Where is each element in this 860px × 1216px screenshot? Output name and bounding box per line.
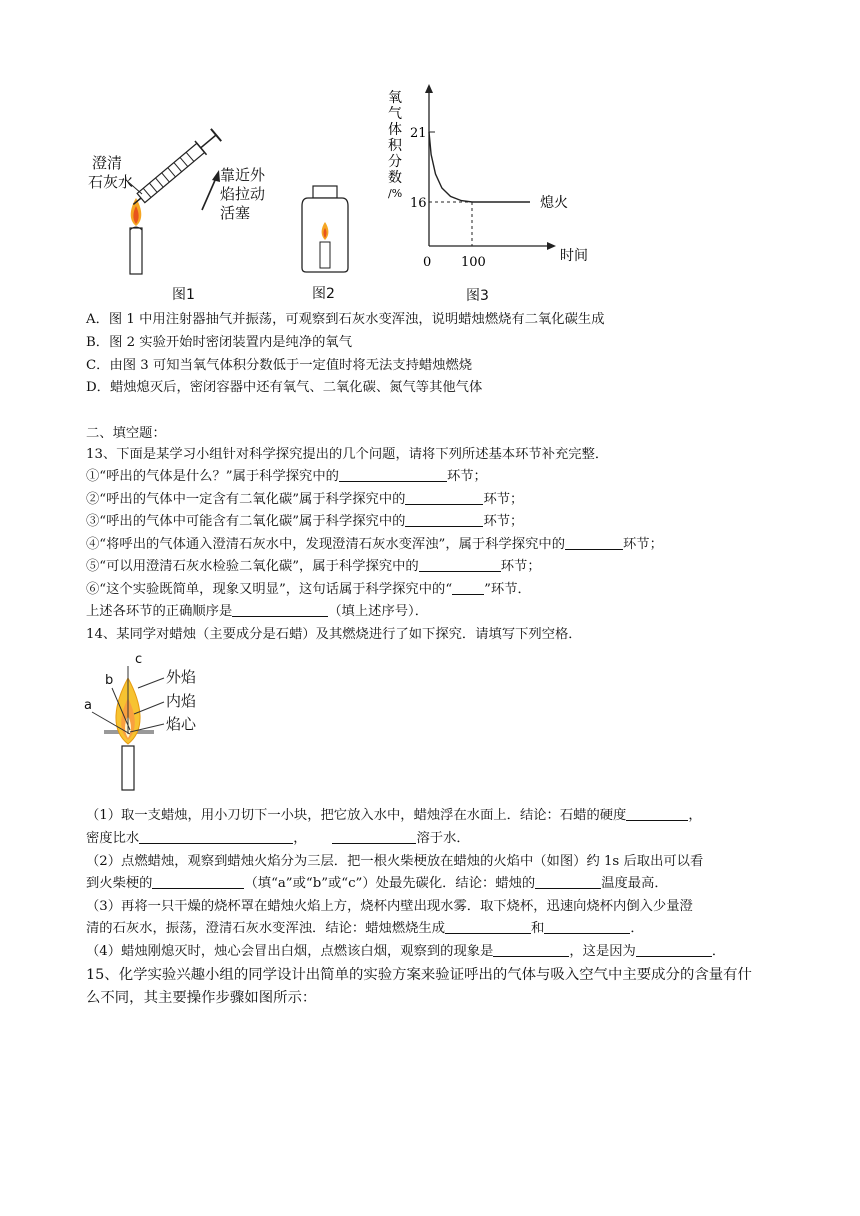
y-label-char-3: 体 [388,122,402,138]
flame-label-core: 焰心 [166,715,197,733]
q14-part2-text: 到火柴梗的 [86,876,153,891]
fig1-right-label-3: 活塞 [220,204,251,222]
y-label-char-5: 分 [388,154,402,170]
q13-item-6-text: ⑥“这个实验既简单，现象又明显”，这句话属于科学探究中的“ [86,582,453,597]
q14-part2-text-2: （填“a”或“b”或“c”）处最先碳化．结论：蜡烛的 [244,876,536,891]
q13-stem: 13、下面是某学习小组针对科学探究提出的几个问题，请将下列所述基本环节补充完整． [86,447,609,462]
q13-item-2-suffix: 环节； [483,492,524,507]
answer-blank[interactable] [565,535,623,550]
y-tick-16: 16 [410,196,427,211]
q14-part2-text-3: 温度最高． [601,876,668,891]
q13-item-3-suffix: 环节； [483,514,524,529]
answer-blank[interactable] [332,829,416,844]
y-label-char-2: 气 [388,106,402,122]
option-c: C．由图 3 可知当氧气体积分数低于一定值时将无法支持蜡烛燃烧 [86,358,473,373]
section-title: 二、填空题： [86,426,166,441]
q14-part3-end: ． [630,921,644,936]
q13-item-4 [86,535,786,555]
q14-part1-density: 密度比水 [86,831,140,846]
q13-order-suffix: （填上述序号）． [328,604,428,619]
fig1-right-label-1: 靠近外 [220,166,266,184]
answer-blank[interactable] [419,557,501,572]
q13-item-4-text: ④“将呼出的气体通入澄清石灰水中，发现澄清石灰水变浑浊”，属于科学探究中的 [86,537,565,552]
q13-item-1-text: ①“呼出的气体是什么？”属于科学探究中的 [86,469,339,484]
q14-part4-text: （4）蜡烛刚熄灭时，烛心会冒出白烟，点燃该白烟，观察到的现象是 [86,944,494,959]
fig3-caption: 图3 [466,288,489,304]
y-label-char-1: 氧 [388,90,402,106]
answer-blank[interactable] [493,942,569,957]
q14-part4-text-2: ，这是因为 [569,944,636,959]
q14-part1-line1 [86,806,786,826]
x-tick-100: 100 [461,255,486,270]
q14-part1-text: （1）取一支蜡烛，用小刀切下一小块，把它放入水中，蜡烛浮在水面上．结论：石蜡的硬度 [86,808,627,823]
q13-item-5 [86,557,786,577]
fig2-caption: 图2 [312,286,335,302]
extinguish-annotation: 熄火 [540,195,568,211]
q14-part3-text: 清的石灰水，振荡，澄清石灰水变浑浊．结论：蜡烛燃烧生成 [86,921,446,936]
flame-label-inner: 内焰 [166,692,197,710]
option-b: B．图 2 实验开始时密闭装置内是纯净的氧气 [86,335,353,350]
oxygen-curve [429,132,530,202]
q14-part3-line1: （3）再将一只干燥的烧杯罩在蜡烛火焰上方，烧杯内壁出现水雾．取下烧杯，迅速向烧杯内倒入少量澄 [86,899,693,914]
q13-item-3-text: ③“呼出的气体中可能含有二氧化碳”属于科学探究中的 [86,514,406,529]
q14-part2-line1: （2）点燃蜡烛，观察到蜡烛火焰分为三层．把一根火柴梗放在蜡烛的火焰中（如图）约 1s 后取出可以看 [86,854,704,869]
answer-blank[interactable] [139,829,293,844]
fig1-left-label-1: 澄清 [92,154,123,172]
flame-label-b: b [105,673,114,688]
x-axis-label: 时间 [560,248,588,264]
q13-item-5-suffix: 环节； [500,559,541,574]
x-tick-0: 0 [423,255,432,270]
q13-item-6 [86,580,786,600]
q13-item-5-text: ⑤“可以用澄清石灰水检验二氧化碳”，属于科学探究中的 [86,559,419,574]
figure-2 [294,180,354,280]
answer-blank[interactable] [152,874,244,889]
answer-blank[interactable] [405,512,483,527]
x-axis-arrow [547,242,556,250]
q14-part1-solubility: 溶于水． [416,831,470,846]
answer-blank[interactable] [232,602,328,617]
q13-order-text: 上述各环节的正确顺序是 [86,604,233,619]
q15-line1: 15、化学实验兴趣小组的同学设计出简单的实验方案来验证呼出的气体与吸入空气中主要成分的含量有什 [86,967,752,983]
flame-label-outer: 外焰 [166,668,197,686]
fig1-left-label-2: 石灰水 [88,173,134,191]
q14-part3-and: 和 [531,921,545,936]
q15-line2: 么不同，其主要操作步骤如图所示： [86,990,317,1006]
q13-item-1 [86,467,786,487]
answer-blank[interactable] [339,467,447,482]
y-label-char-4: 积 [388,138,402,154]
fig1-right-label-2: 焰拉动 [220,185,266,203]
y-axis-arrow [425,84,433,93]
sealed-jar-drawing [294,180,354,280]
answer-blank[interactable] [452,580,484,595]
y-tick-21: 21 [410,126,427,141]
q14-part1-line2 [86,829,786,849]
q14-part4-line [86,942,786,962]
q13-item-1-suffix: 环节； [446,469,487,484]
figure-3-chart [380,84,600,274]
q13-item-2-text: ②“呼出的气体中一定含有二氧化碳”属于科学探究中的 [86,492,406,507]
flame-label-c: c [135,652,143,667]
oxygen-fraction-chart [380,84,600,274]
answer-blank[interactable] [544,919,630,934]
q13-item-3 [86,512,786,532]
fig1-caption: 图1 [172,287,195,303]
option-a: A．图 1 中用注射器抽气并振荡，可观察到石灰水变浑浊，说明蜡烛燃烧有二氧化碳生成 [86,312,605,327]
q13-item-2 [86,490,786,510]
q14-stem: 14、某同学对蜡烛（主要成分是石蜡）及其燃烧进行了如下探究．请填写下列空格． [86,627,582,642]
q14-part3-line2 [86,919,786,939]
answer-blank[interactable] [626,806,688,821]
y-label-char-6: 数 [388,170,402,186]
q14-part4-end: ． [711,944,726,959]
q14-part1-comma-2: ， [293,831,307,846]
q14-part2-line2 [86,874,786,894]
q13-order [86,602,786,622]
answer-blank[interactable] [535,874,601,889]
answer-blank[interactable] [636,942,712,957]
option-d: D．蜡烛熄灭后，密闭容器中还有氧气、二氧化碳、氮气等其他气体 [86,380,483,395]
q14-part1-comma: ， [688,808,702,823]
answer-blank[interactable] [445,919,531,934]
q13-item-4-suffix: 环节； [623,537,663,552]
y-label-unit: /% [388,187,403,200]
answer-blank[interactable] [405,490,483,505]
flame-label-a: a [84,698,92,713]
q13-item-6-suffix: ”环节． [484,582,531,597]
